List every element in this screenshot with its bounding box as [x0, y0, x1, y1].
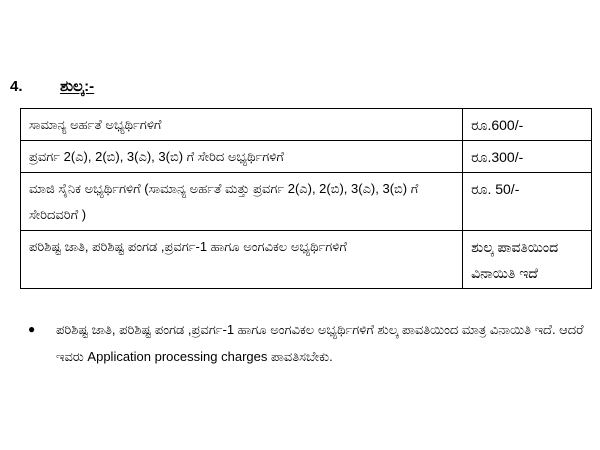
section-heading [10, 78, 94, 95]
fee-category-cell: ಪರಿಶಿಷ್ಟ ಜಾತಿ, ಪರಿಶಿಷ್ಟ ಪಂಗಡ ,ಪ್ರವರ್ಗ-1 ಹಾಗೂ ಅಂಗವಿಕಲ ಅಭ್ಯರ್ಥಿಗಳಿಗೆ [21, 231, 463, 289]
fee-table [20, 108, 592, 289]
table-row [21, 173, 592, 231]
bullet-icon: ● [28, 322, 36, 336]
fee-amount-cell: ರೂ.600/- [463, 109, 592, 141]
fee-category-cell: ಪ್ರವರ್ಗ 2(ಎ), 2(ಬಿ), 3(ಎ), 3(ಬಿ) ಗೆ ಸೇರಿದ ಅಭ್ಯರ್ಥಿಗಳಿಗೆ [21, 141, 463, 173]
table-row [21, 231, 592, 289]
section-number: 4. [10, 78, 23, 95]
fee-category-cell: ಸಾಮಾನ್ಯ ಅರ್ಹತೆ ಅಭ್ಯರ್ಥಿಗಳಿಗೆ [21, 109, 463, 141]
fee-amount-cell: ರೂ. 50/- [463, 173, 592, 231]
section-title: ಶುಲ್ಕ:- [60, 78, 95, 95]
table-row [21, 109, 592, 141]
fee-amount-cell: ರೂ.300/- [463, 141, 592, 173]
note-bullet [28, 316, 594, 370]
table-row [21, 141, 592, 173]
fee-amount-cell: ಶುಲ್ಕ ಪಾವತಿಯಿಂದ ವಿನಾಯಿತಿ ಇದೆ [463, 231, 592, 289]
fee-category-cell: ಮಾಜಿ ಸೈನಿಕ ಅಭ್ಯರ್ಥಿಗಳಿಗೆ (ಸಾಮಾನ್ಯ ಅರ್ಹತೆ ಮತ್ತು ಪ್ರವರ್ಗ 2(ಎ), 2(ಬಿ), 3(ಎ), 3(ಬಿ) ಗೆ ಸೇರಿದವರಿಗೆ ) [21, 173, 463, 231]
note-text: ಪರಿಶಿಷ್ಟ ಜಾತಿ, ಪರಿಶಿಷ್ಟ ಪಂಗಡ ,ಪ್ರವರ್ಗ-1 ಹಾಗೂ ಅಂಗವಿಕಲ ಅಭ್ಯರ್ಥಿಗಳಿಗೆ ಶುಲ್ಕ ಪಾವತಿಯಿಂದ ಮಾತ್ರ ವಿನಾಯಿತಿ ಇದೆ. ಆದರೆ ಇವರು Application processing charges ಪಾವತಿಸಬೇಕು. [56, 322, 584, 364]
